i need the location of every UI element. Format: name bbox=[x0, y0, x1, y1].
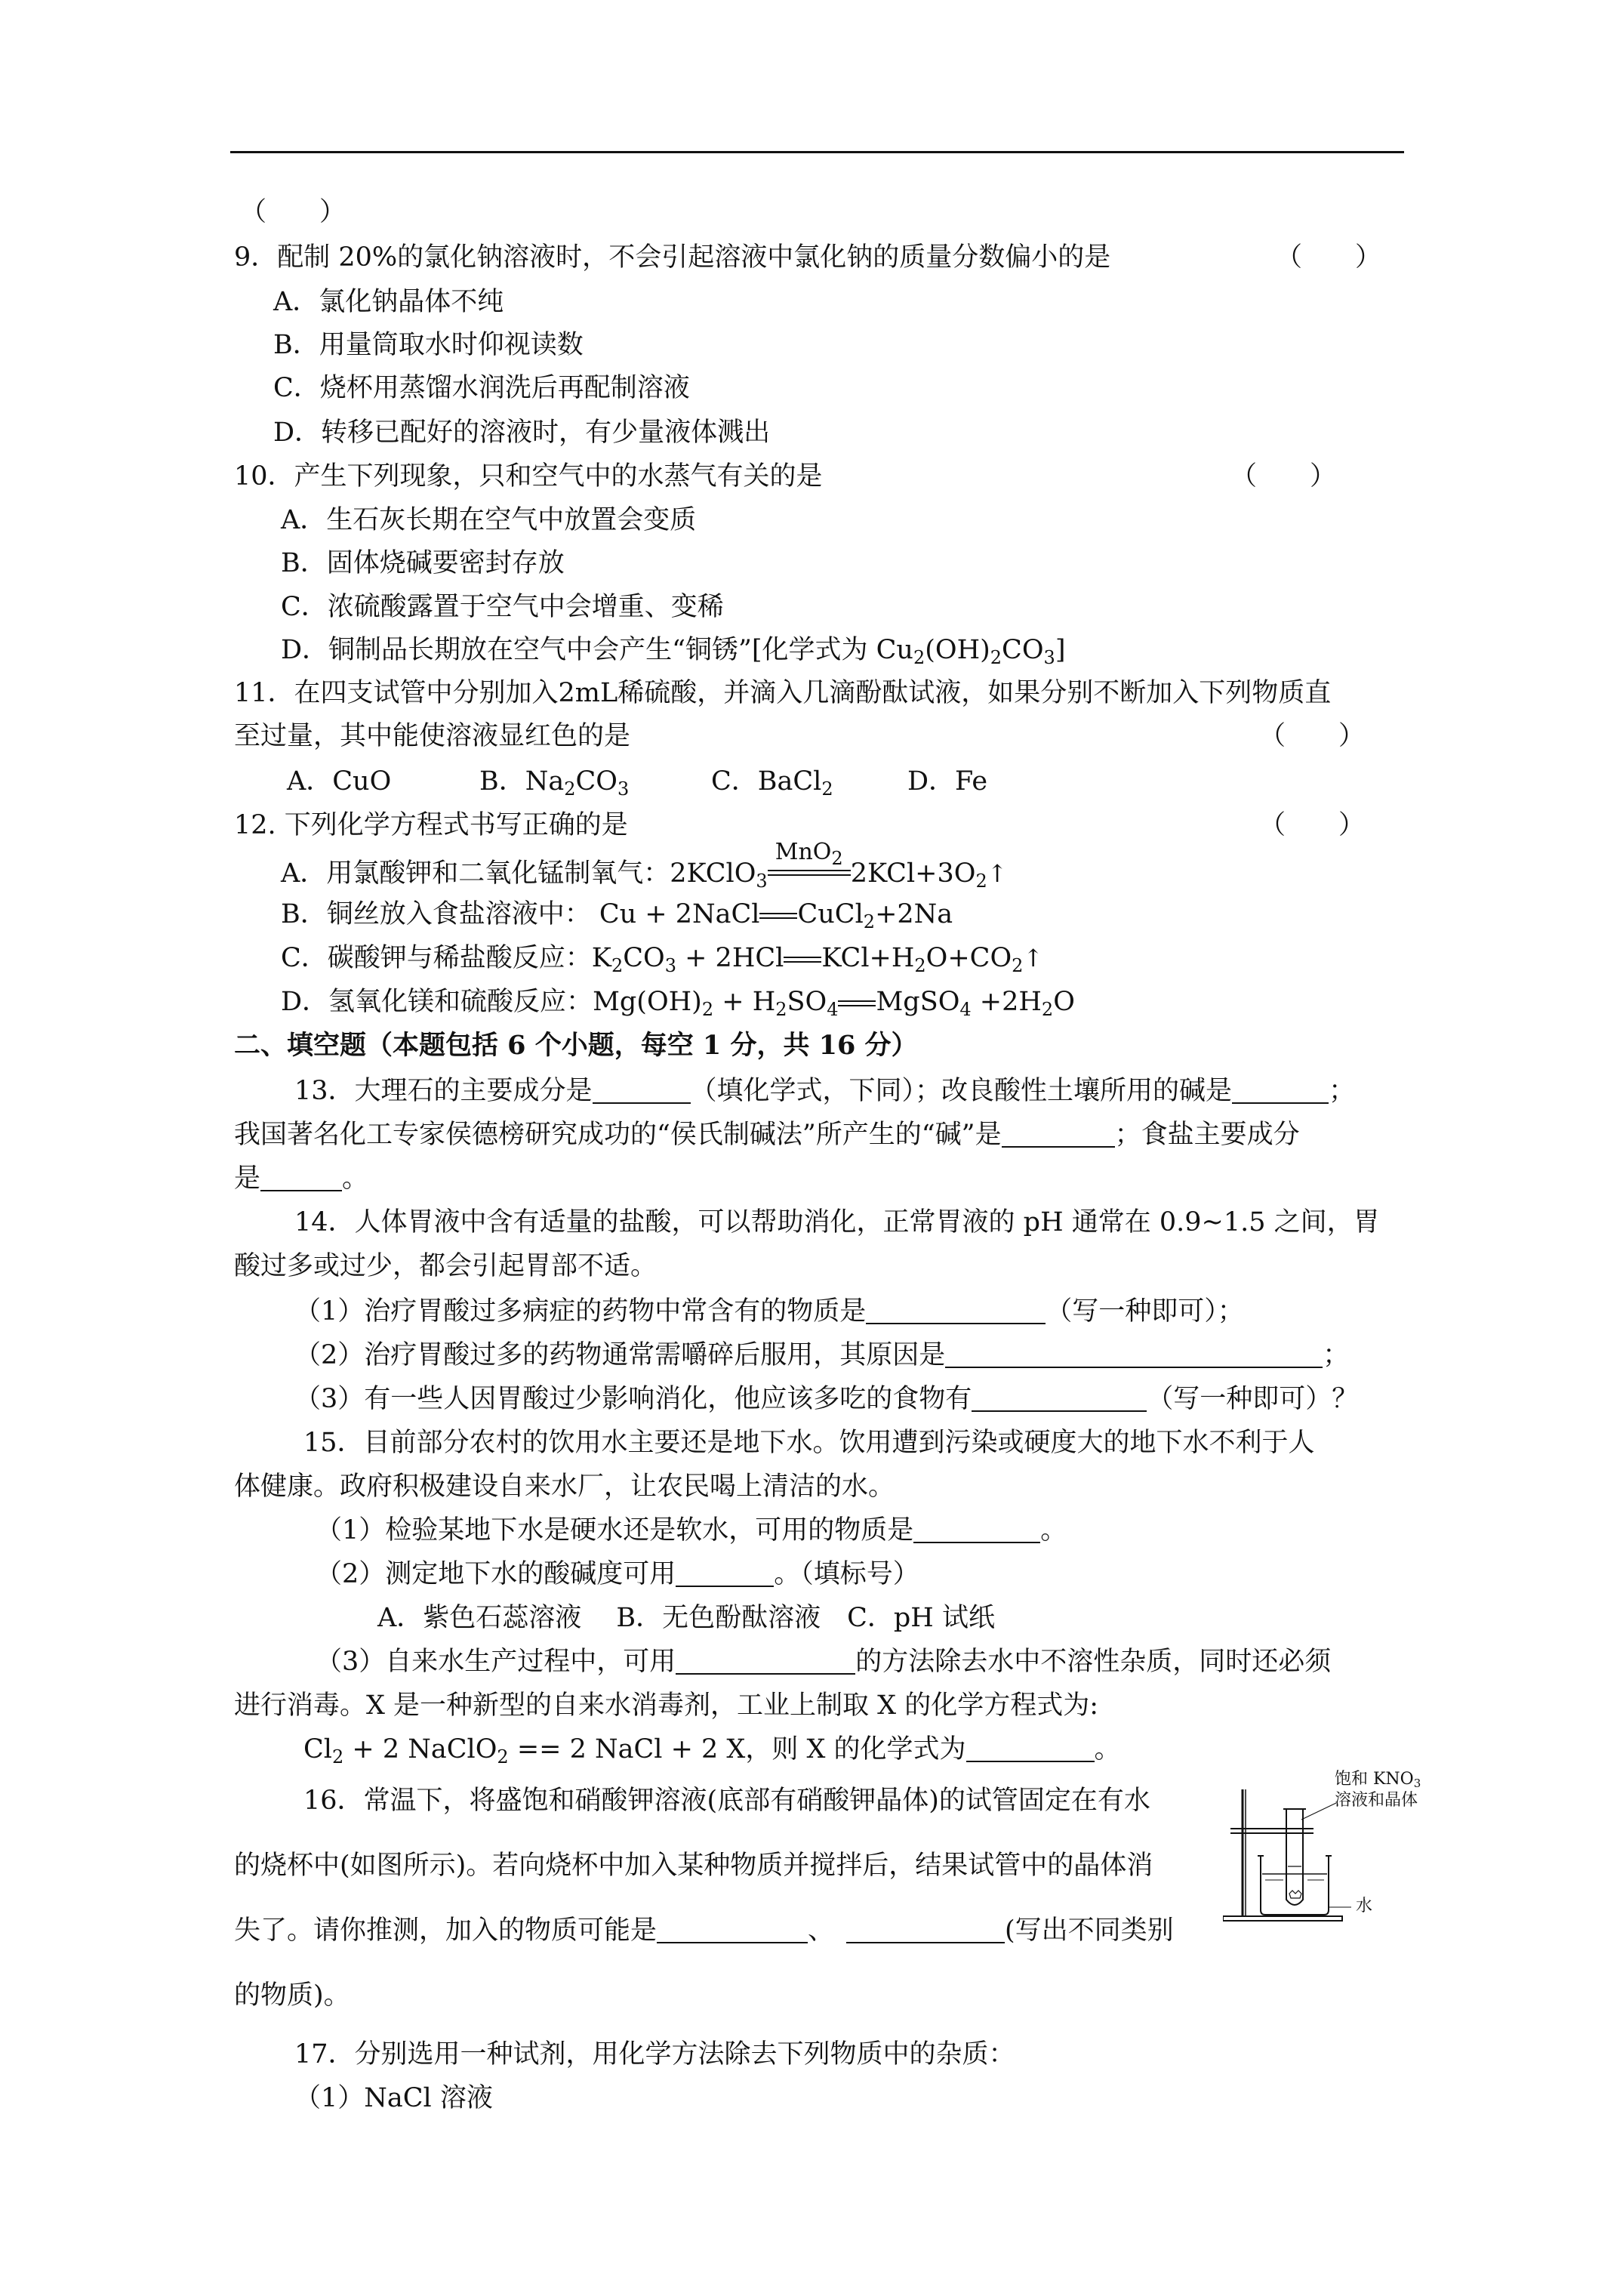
answer-blank[interactable] bbox=[846, 1915, 1005, 1943]
q14-sub3: （3）有一些人因胃酸过少影响消化，他应该多吃的食物有 （写一种即可）？ bbox=[294, 1384, 1359, 1414]
answer-blank[interactable] bbox=[866, 1296, 1046, 1324]
figure-label-solution: 饱和 $KNO_3$ bbox=[1335, 1770, 1421, 1790]
answer-blank[interactable] bbox=[593, 1075, 691, 1104]
q11-stem-line2: 至过量，其中能使溶液显红色的是 bbox=[234, 721, 631, 751]
q16-line3: 失了。请你推测，加入的物质可能是 、 (写出不同类别 bbox=[234, 1915, 1174, 1946]
q15-sub3-cont: 进行消毒。X 是一种新型的自来水消毒剂，工业上制取 X 的化学方程式为: bbox=[234, 1690, 1099, 1721]
q14-line1: 14．人体胃液中含有适量的盐酸，可以帮助消化，正常胃液的 pH 通常在 0.9~1.5 之间，胃 bbox=[294, 1207, 1380, 1237]
q12-stem: 12. 下列化学方程式书写正确的是 bbox=[234, 810, 628, 840]
q9-option-b: B．用量筒取水时仰视读数 bbox=[273, 330, 584, 360]
q12-option-c: C．碳酸钾与稀盐酸反应：$K_2CO_3 + 2HCl$ $KCl+H_2O+CO_2↑$ bbox=[281, 943, 1044, 976]
q12-answer-bracket: （ ） bbox=[1259, 810, 1366, 840]
q10-option-b: B．固体烧碱要密封存放 bbox=[281, 548, 565, 578]
q10-option-c: C．浓硫酸露置于空气中会增重、变稀 bbox=[281, 592, 724, 622]
answer-blank[interactable] bbox=[966, 1734, 1095, 1762]
q14-line2: 酸过多或过少，都会引起胃部不适。 bbox=[234, 1251, 658, 1281]
q15-equation: $Cl_2 + 2$ NaClO$_2$ == 2 NaCl + 2 X，则 X 的化学式为 。 bbox=[303, 1734, 1121, 1767]
q13-line3: 是 。 bbox=[234, 1163, 369, 1194]
q11-option-a: A．CuO bbox=[287, 766, 392, 797]
q10-option-d: D．铜制品长期放在空气中会产生“铜锈”[化学式为 $Cu_2(OH)_2CO_3$] bbox=[281, 635, 1066, 668]
figure-label-water: 水 bbox=[1356, 1897, 1373, 1915]
q15-line1: 15．目前部分农村的饮用水主要还是地下水。饮用遭到污染或硬度大的地下水不利于人 bbox=[303, 1428, 1315, 1458]
q16-line4: 的物质)。 bbox=[234, 1980, 350, 2011]
q9-option-d: D．转移已配好的溶液时，有少量液体溅出 bbox=[273, 418, 771, 448]
answer-blank[interactable] bbox=[972, 1383, 1147, 1412]
answer-blank[interactable] bbox=[676, 1646, 855, 1675]
answer-bracket: （ ） bbox=[240, 197, 346, 227]
answer-blank[interactable] bbox=[1232, 1075, 1329, 1104]
q11-stem-line1: 11．在四支试管中分别加入2mL稀硫酸，并滴入几滴酚酞试液，如果分别不断加入下列物质直 bbox=[234, 678, 1332, 708]
header-rule bbox=[230, 151, 1404, 153]
section-heading-fill-in: 二、填空题（本题包括 6 个小题，每空 1 分，共 16 分） bbox=[234, 1030, 918, 1061]
q17-line1: 17．分别选用一种试剂，用化学方法除去下列物质中的杂质： bbox=[294, 2039, 1015, 2069]
q9-option-a: A．氯化钠晶体不纯 bbox=[273, 287, 504, 317]
q16-line2: 的烧杯中(如图所示)。若向烧杯中加入某种物质并搅拌后，结果试管中的晶体消 bbox=[234, 1851, 1153, 1881]
q15-sub2: （2）测定地下水的酸碱度可用 。（填标号） bbox=[316, 1559, 919, 1589]
q11-option-c: C．BaCl$_2$ bbox=[711, 766, 833, 800]
answer-blank[interactable] bbox=[1002, 1119, 1115, 1148]
q12-option-a: A．用氯酸钾和二氧化锰制氧气：2KClO$_3$ MnO$_2$ $2KCl+3O_2↑$ bbox=[281, 839, 1008, 892]
q12-option-b: B．铜丝放入食盐溶液中： Cu + 2NaCl CuCl$_2$+2Na bbox=[281, 899, 953, 932]
q12-option-d: D．氢氧化镁和硫酸反应：$Mg(OH)_2 + H_2SO_4$ MgSO$_4$ $+2H_2O$ bbox=[281, 987, 1075, 1020]
q9-stem: 9．配制 20%的氯化钠溶液时，不会引起溶液中氯化钠的质量分数偏小的是 bbox=[234, 242, 1111, 273]
answer-blank[interactable] bbox=[945, 1339, 1323, 1368]
q15-sub3: （3）自来水生产过程中，可用 的方法除去水中不溶性杂质，同时还必须 bbox=[316, 1647, 1332, 1677]
q11-option-b: B．$Na_2CO_3$ bbox=[479, 766, 630, 800]
q16-line1: 16．常温下，将盛饱和硝酸钾溶液(底部有硝酸钾晶体)的试管固定在有水 bbox=[303, 1786, 1150, 1816]
condition-over-arrow: MnO$_2$ bbox=[768, 853, 851, 883]
q9-option-c: C．烧杯用蒸馏水润洗后再配制溶液 bbox=[273, 373, 690, 403]
q10-option-a: A．生石灰长期在空气中放置会变质 bbox=[281, 505, 697, 535]
q13-line1: 13．大理石的主要成分是 （填化学式，下同）；改良酸性土壤所用的碱是 ； bbox=[294, 1076, 1356, 1106]
q14-sub1: （1）治疗胃酸过多病症的药物中常含有的物质是 （写一种即可）； bbox=[294, 1296, 1244, 1327]
q10-answer-bracket: （ ） bbox=[1230, 461, 1337, 492]
q9-answer-bracket: （ ） bbox=[1276, 242, 1382, 273]
q11-answer-bracket: （ ） bbox=[1259, 721, 1366, 751]
apparatus-figure bbox=[1223, 1767, 1419, 1940]
answer-blank[interactable] bbox=[657, 1915, 808, 1943]
q11-option-d: D．Fe bbox=[907, 766, 988, 797]
answer-blank[interactable] bbox=[260, 1163, 342, 1191]
q15-options: A．紫色石蕊溶液 B．无色酚酞溶液 C．pH 试纸 bbox=[377, 1603, 995, 1633]
q13-line2: 我国著名化工专家侯德榜研究成功的“侯氏制碱法”所产生的“碱”是 ；食盐主要成分 bbox=[234, 1120, 1300, 1150]
q17-sub1: （1）NaCl 溶液 bbox=[294, 2083, 493, 2113]
q15-line2: 体健康。政府积极建设自来水厂，让农民喝上清洁的水。 bbox=[234, 1472, 895, 1502]
q15-sub1: （1）检验某地下水是硬水还是软水，可用的物质是 。 bbox=[316, 1515, 1067, 1546]
answer-blank[interactable] bbox=[676, 1558, 774, 1587]
figure-label-crystals: 溶液和晶体 bbox=[1335, 1791, 1418, 1810]
q14-sub2: （2）治疗胃酸过多的药物通常需嚼碎后服用，其原因是 ； bbox=[294, 1340, 1350, 1370]
q10-stem: 10．产生下列现象，只和空气中的水蒸气有关的是 bbox=[234, 461, 823, 492]
answer-blank[interactable] bbox=[913, 1515, 1040, 1543]
